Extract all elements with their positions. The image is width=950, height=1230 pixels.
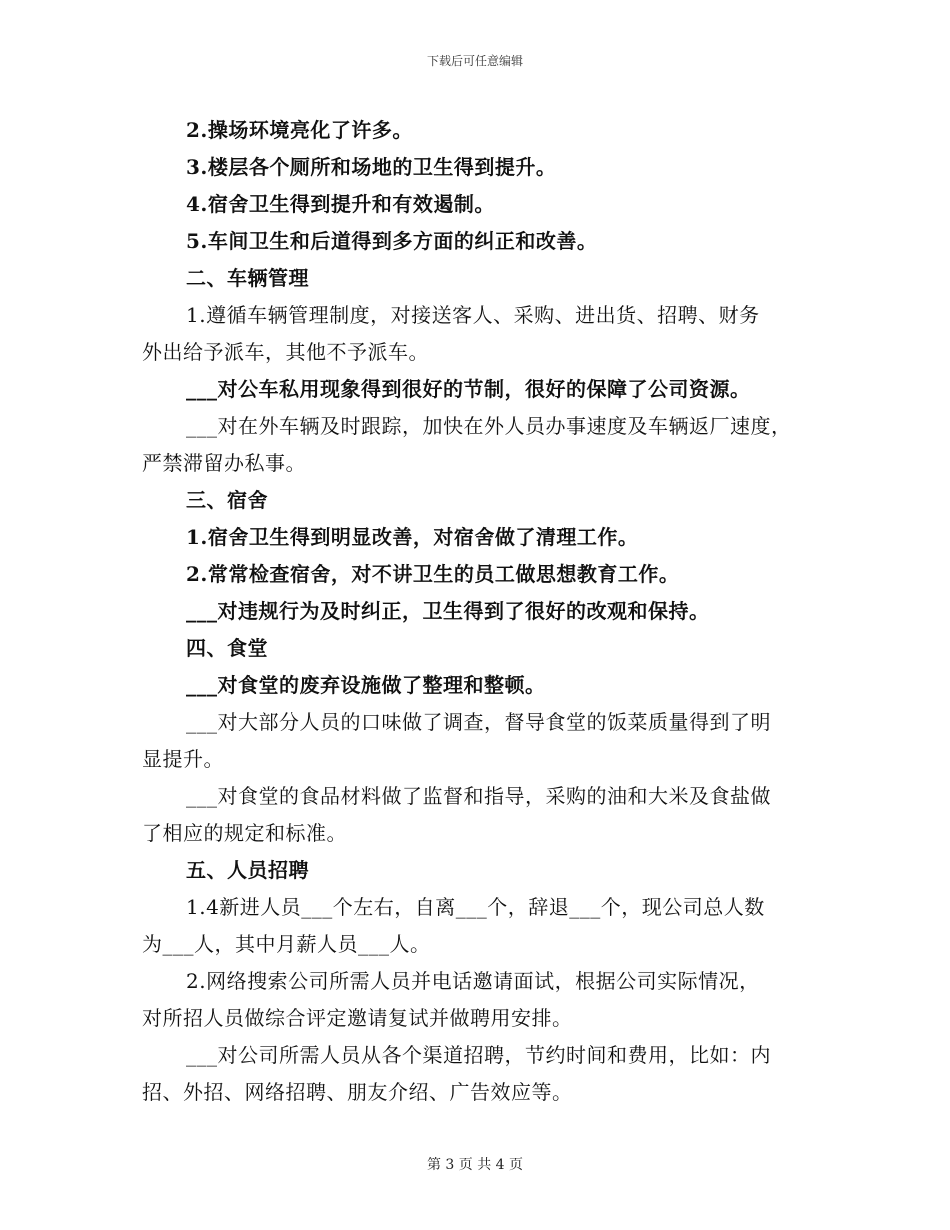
- paragraph-line: 2.网络搜索公司所需人员并电话邀请面试，根据公司实际情况，: [186, 969, 760, 993]
- paragraph-line: ___对公司所需人员从各个渠道招聘，节约时间和费用，比如：内: [186, 1043, 771, 1067]
- header-note: 下载后可任意编辑: [426, 54, 523, 68]
- paragraph-line: 招、外招、网络招聘、朋友介绍、广告效应等。: [142, 1080, 573, 1104]
- paragraph-line: 对所招人员做综合评定邀请复试并做聘用安排。: [142, 1006, 573, 1030]
- paragraph-line: 1.遵循车辆管理制度，对接送客人、采购、进出货、招聘、财务: [186, 303, 760, 327]
- document-body: [142, 112, 822, 1111]
- section-heading: 二、车辆管理: [186, 266, 309, 290]
- paragraph-line: 了相应的规定和标准。: [142, 821, 347, 845]
- section-heading: 三、宿舍: [186, 488, 268, 512]
- paragraph-line: ___对食堂的食品材料做了监督和指导，采购的油和大米及食盐做: [186, 784, 771, 808]
- section-heading: 四、食堂: [186, 636, 268, 660]
- paragraph-line: 外出给予派车，其他不予派车。: [142, 340, 429, 364]
- paragraph-line: ___对大部分人员的口味做了调查，督导食堂的饭菜质量得到了明: [186, 710, 771, 734]
- list-item: 5.车间卫生和后道得到多方面的纠正和改善。: [186, 229, 598, 253]
- paragraph-line: 严禁滞留办私事。: [142, 451, 306, 475]
- list-item: 2.常常检查宿舍，对不讲卫生的员工做思想教育工作。: [186, 562, 680, 586]
- list-item: 3.楼层各个厕所和场地的卫生得到提升。: [186, 155, 557, 179]
- paragraph-line: 为___人，其中月薪人员___人。: [142, 932, 431, 956]
- section-heading: 五、人员招聘: [186, 858, 309, 882]
- list-item: 1.宿舍卫生得到明显改善，对宿舍做了清理工作。: [186, 525, 639, 549]
- paragraph-line: ___对公车私用现象得到很好的节制，很好的保障了公司资源。: [186, 377, 751, 401]
- list-item: ___对违规行为及时纠正，卫生得到了很好的改观和保持。: [186, 599, 710, 623]
- paragraph-line: 显提升。: [142, 747, 224, 771]
- list-item: 4.宿舍卫生得到提升和有效遏制。: [186, 192, 495, 216]
- paragraph-line: 1.4新进人员___个左右，自离___个，辞退___个，现公司总人数: [186, 895, 765, 919]
- list-item: ___对食堂的废弃设施做了整理和整顿。: [186, 673, 546, 697]
- page-number: 第 3 页 共 4 页: [426, 1157, 524, 1173]
- paragraph-line: ___对在外车辆及时跟踪，加快在外人员办事速度及车辆返厂速度，: [186, 414, 792, 438]
- list-item: 2.操场环境亮化了许多。: [186, 118, 413, 142]
